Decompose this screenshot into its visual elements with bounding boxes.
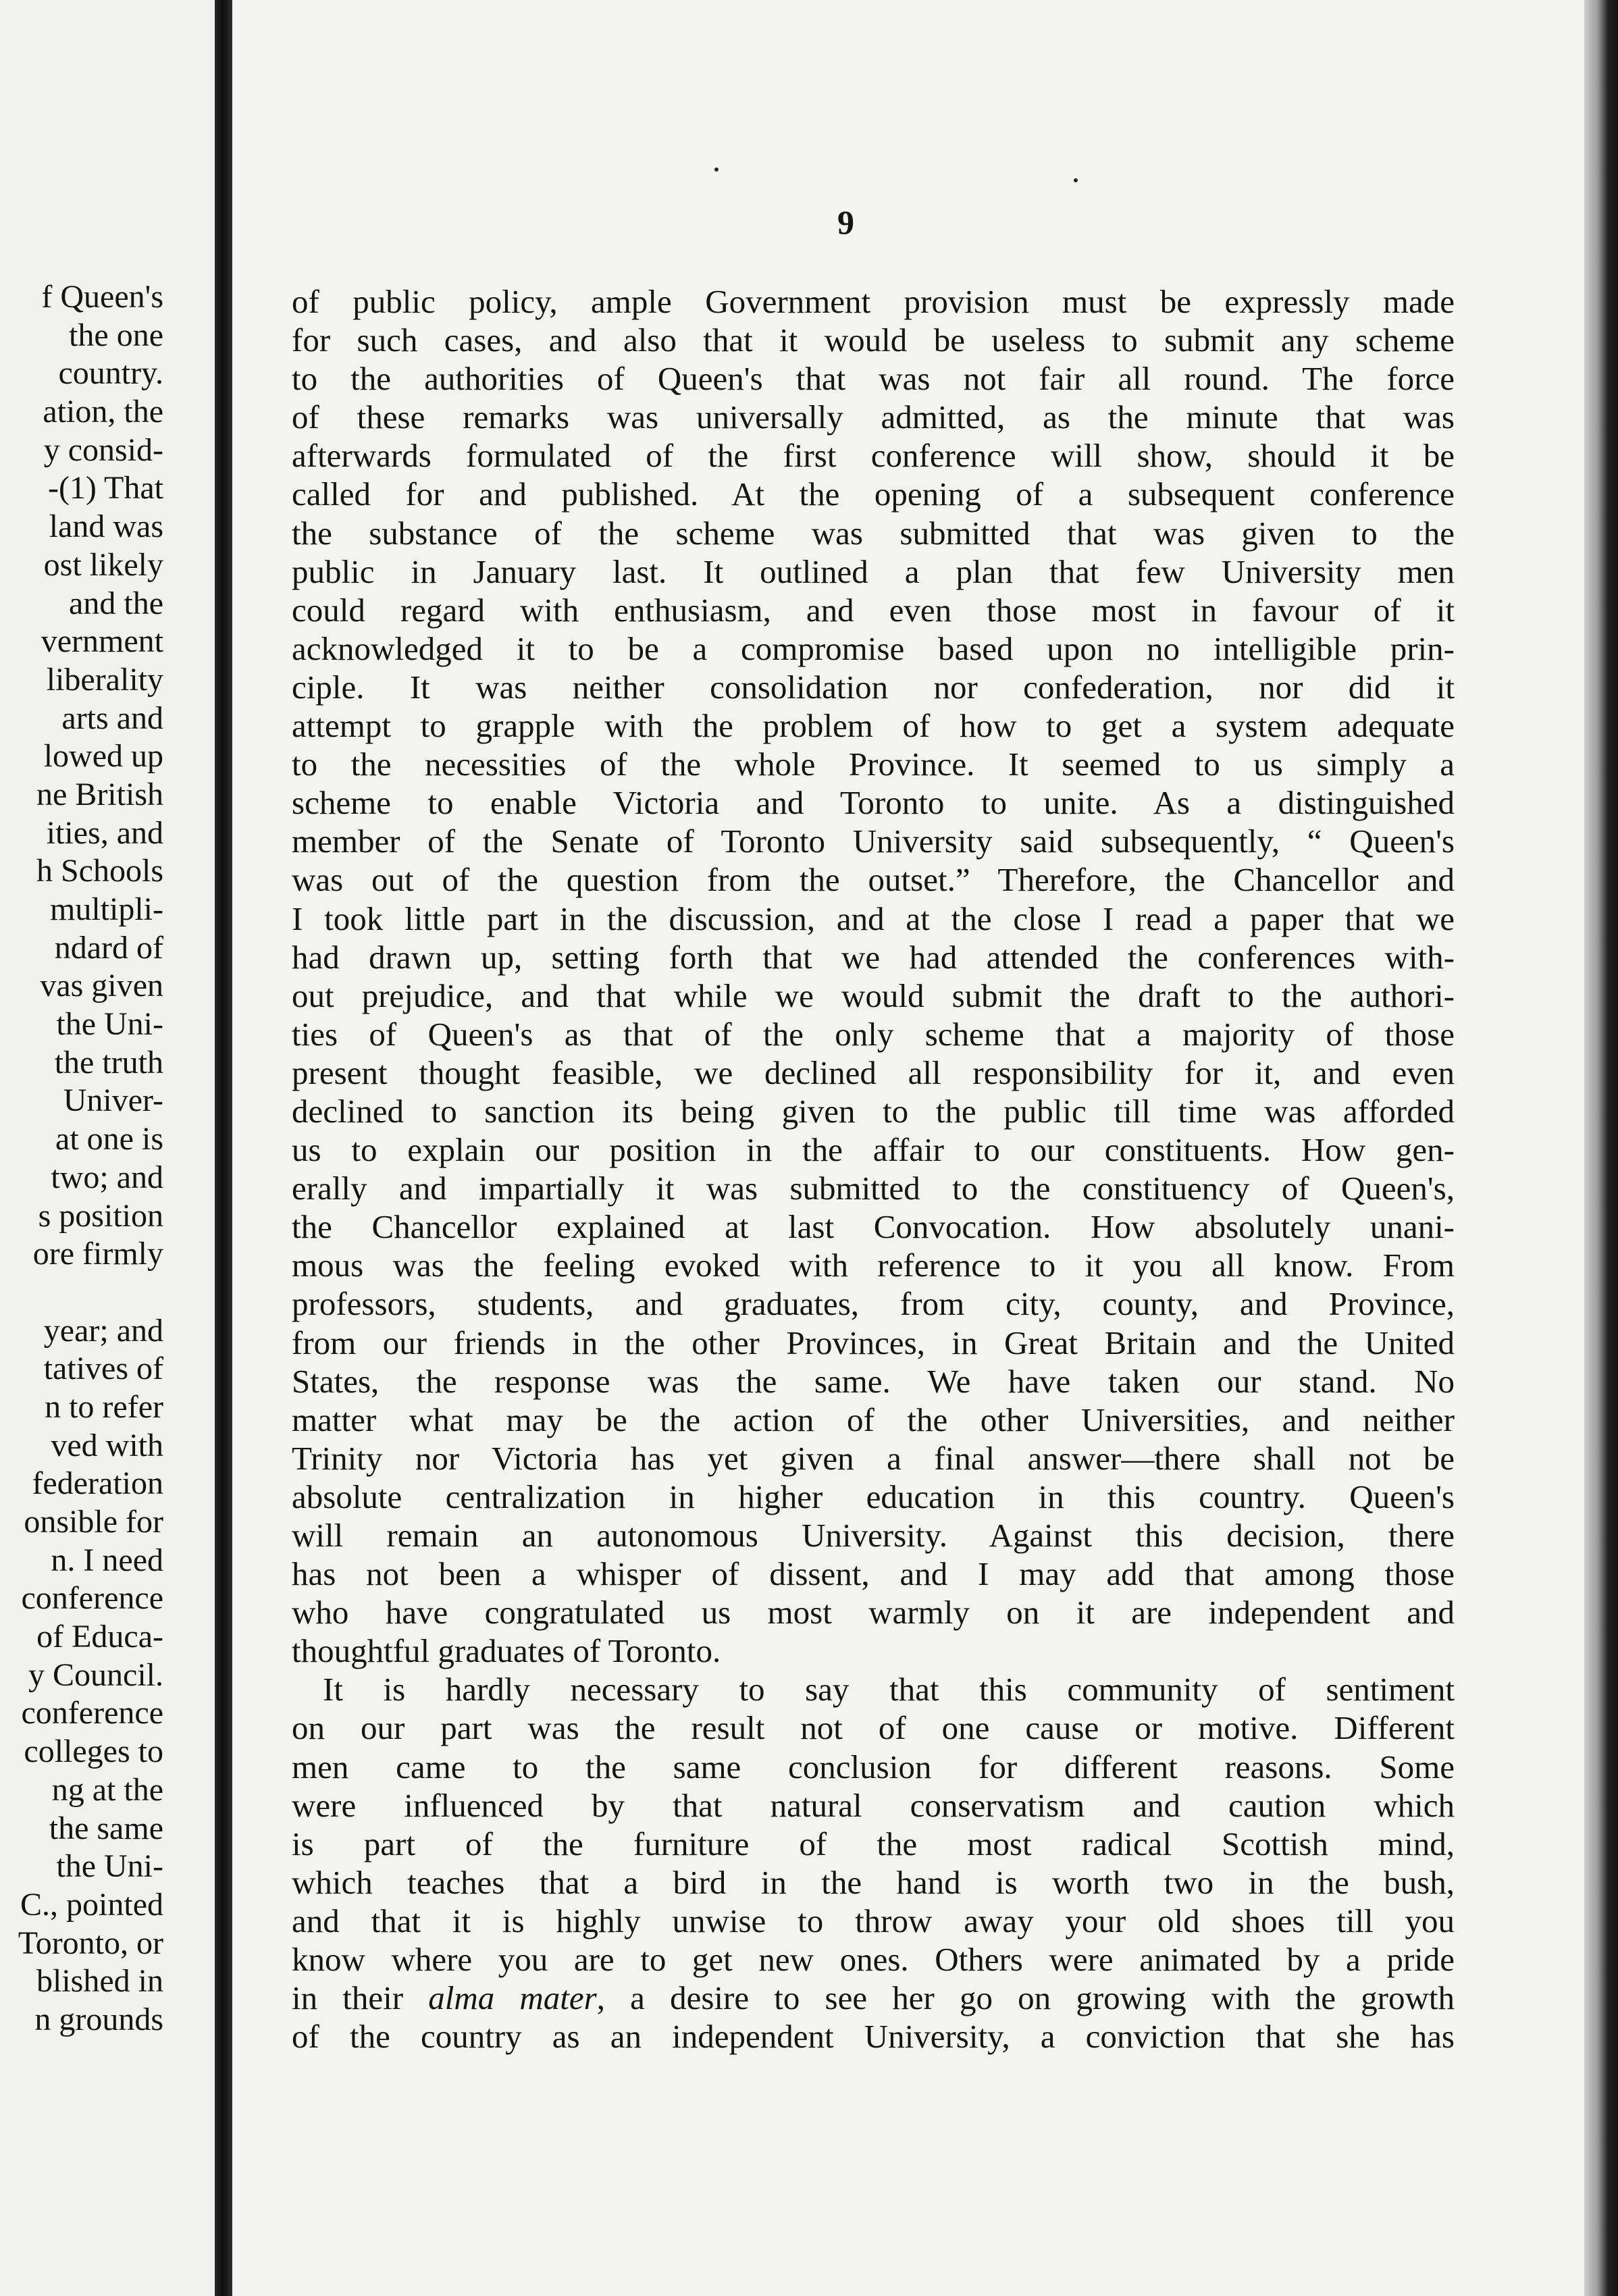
left-page-line: the one (69, 317, 163, 353)
left-page-line: lowed up (43, 738, 163, 775)
book-spine (215, 0, 232, 2296)
left-page-line: s position (38, 1197, 163, 1234)
left-page-line: the same (49, 1810, 163, 1846)
text-line: member of the Senate of Toronto University said subsequently, “ Queen's (292, 823, 1455, 860)
left-page-line: vernment (41, 623, 163, 660)
left-page-line: federation (32, 1465, 163, 1502)
text-line: ciple. It was neither consolidation nor confederation, nor did it (292, 668, 1455, 706)
text-run: in their (292, 1979, 429, 2017)
left-page-line: onsible for (24, 1504, 163, 1540)
left-page-line: ost likely (43, 546, 163, 583)
text-line: mous was the feeling evoked with reference to it you all know. From (292, 1247, 1455, 1284)
text-line: attempt to grapple with the problem of how to get a system adequate (292, 707, 1455, 745)
text-line: matter what may be the action of the other Universities, and neither (292, 1401, 1455, 1438)
left-page-line: ndard of (54, 929, 163, 966)
text-line: the Chancellor explained at last Convocation. How absolutely unani- (292, 1208, 1455, 1246)
left-page-line: at one is (55, 1121, 163, 1157)
text-line: to the authorities of Queen's that was not fair all round. The force (292, 360, 1455, 398)
left-page-line: ore firmly (32, 1236, 163, 1272)
text-line: out prejudice, and that while we would submit the draft to the authori- (292, 976, 1455, 1014)
text-line: is part of the furniture of the most radical Scottish mind, (292, 1825, 1455, 1862)
text-line: has not been a whisper of dissent, and I may add that among those (292, 1555, 1455, 1593)
text-line: was out of the question from the outset.” Therefore, the Chancellor and (292, 861, 1455, 899)
left-page-line: n grounds (34, 2001, 163, 2037)
left-page-line: f Queen's (41, 279, 163, 315)
text-line: I took little part in the discussion, and at the close I read a paper that we (292, 899, 1455, 937)
text-line: ties of Queen's as that of the only scheme that a majority of those (292, 1015, 1455, 1053)
left-page-line: and the (69, 585, 163, 621)
text-line: afterwards formulated of the first conference will show, should it be (292, 437, 1455, 475)
left-page-line: multipli- (50, 891, 163, 927)
left-page-line: conference (21, 1695, 163, 1731)
page-edge-shadow (1584, 0, 1618, 2296)
text-line: present thought feasible, we declined all responsibility for it, and even (292, 1053, 1455, 1091)
text-line: who have congratulated us most warmly on it are independent and (292, 1594, 1455, 1632)
text-line: were influenced by that natural conservatism and caution which (292, 1786, 1455, 1824)
text-line: for such cases, and also that it would be useless to submit any scheme (292, 321, 1455, 359)
left-page-line: year; and (43, 1312, 163, 1349)
text-line: called for and published. At the opening of a subsequent conference (292, 475, 1455, 513)
text-line: men came to the same conclusion for different reasons. Some (292, 1748, 1455, 1785)
text-line: erally and impartially it was submitted to the constituency of Queen's, (292, 1170, 1455, 1207)
left-page-line: ne British (36, 776, 163, 812)
speck-mark (714, 167, 719, 172)
text-line: the substance of the scheme was submitted that was given to the (292, 514, 1455, 552)
text-line: professors, students, and graduates, from city, county, and Province, (292, 1285, 1455, 1323)
left-page-line: ities, and (46, 814, 163, 851)
text-line: on our part was the result not of one cause or motive. Different (292, 1709, 1455, 1747)
left-page-text (18, 278, 163, 2039)
paragraph-2 (292, 1670, 1455, 2056)
text-line: us to explain our position in the affair to our constituents. How gen- (292, 1131, 1455, 1169)
text-line: could regard with enthusiasm, and even those most in favour of it (292, 591, 1455, 629)
left-page-line: ng at the (51, 1771, 163, 1808)
text-line: of these remarks was universally admitted, as the minute that was (292, 398, 1455, 436)
left-page-line: n. I need (51, 1542, 163, 1578)
left-page-line: n to refer (45, 1388, 163, 1425)
text-line: which teaches that a bird in the hand is worth two in the bush, (292, 1863, 1455, 1901)
text-line: It is hardly necessary to say that this community of sentiment (323, 1671, 1455, 1708)
left-page-line: h Schools (36, 853, 163, 889)
text-line: of public policy, ample Government provision must be expressly made (292, 283, 1455, 320)
left-page-line: blished in (36, 1963, 163, 2000)
text-line: declined to sanction its being given to the public till time was afforded (292, 1092, 1455, 1130)
text-line: absolute centralization in higher education in this country. Queen's (292, 1478, 1455, 1515)
left-page-line: two; and (51, 1159, 163, 1195)
text-line: thoughtful graduates of Toronto. (292, 1632, 721, 1670)
text-line: scheme to enable Victoria and Toronto to unite. As a distinguished (292, 784, 1455, 822)
text-line: will remain an autonomous University. Against this decision, there (292, 1517, 1455, 1554)
text-line: know where you are to get new ones. Others were animated by a pride (292, 1941, 1455, 1979)
left-page-line: country. (58, 355, 163, 392)
left-page-line (18, 1274, 163, 1312)
text-line: from our friends in the other Provinces, in Great Britain and the United (292, 1324, 1455, 1361)
text-line: had drawn up, setting forth that we had attended the conferences with- (292, 938, 1455, 976)
text-line: of the country as an independent University, a conviction that she has (292, 2018, 1455, 2056)
text-line (292, 1979, 1455, 2017)
left-page-line: -(1) That (47, 470, 163, 506)
body-text (292, 282, 1455, 2056)
left-page-line: the Uni- (56, 1006, 163, 1043)
left-page-line: tatives of (43, 1351, 163, 1387)
left-page-line: Univer- (63, 1082, 163, 1119)
paragraph-1 (292, 282, 1455, 1670)
page-number: 9 (837, 203, 854, 241)
text-line: acknowledged it to be a compromise based upon no intelligible prin- (292, 629, 1455, 667)
left-page-line: ved with (51, 1427, 163, 1463)
left-page-line: the truth (54, 1044, 163, 1080)
text-line: public in January last. It outlined a plan that few University men (292, 552, 1455, 590)
left-page-fragment (0, 0, 215, 2296)
left-page-line: C., pointed (20, 1886, 163, 1923)
text-line: States, the response was the same. We have taken our stand. No (292, 1362, 1455, 1400)
left-page-line: liberality (46, 661, 163, 698)
left-page-line: colleges to (24, 1733, 163, 1770)
text-run: , a desire to see her go on growing with the growth (596, 1979, 1455, 2017)
left-page-line: y consid- (43, 432, 163, 468)
left-page-line: land was (49, 508, 163, 545)
left-page-line: vas given (40, 968, 163, 1004)
text-line: to the necessities of the whole Province. It seemed to us simply a (292, 746, 1455, 783)
text-line: Trinity nor Victoria has yet given a final answer—there shall not be (292, 1439, 1455, 1477)
left-page-line: arts and (61, 700, 163, 736)
left-page-line: conference (21, 1580, 163, 1617)
text-line: and that it is highly unwise to throw away your old shoes till you (292, 1902, 1455, 1939)
left-page-line: the Uni- (56, 1848, 163, 1885)
left-page-line: Toronto, or (18, 1925, 163, 1961)
italic-text-run: alma mater (428, 1979, 597, 2017)
left-page-line: y Council. (28, 1656, 163, 1693)
speck-mark (1074, 178, 1078, 182)
left-page-line: of Educa- (36, 1619, 163, 1655)
left-page-line: ation, the (43, 394, 163, 430)
